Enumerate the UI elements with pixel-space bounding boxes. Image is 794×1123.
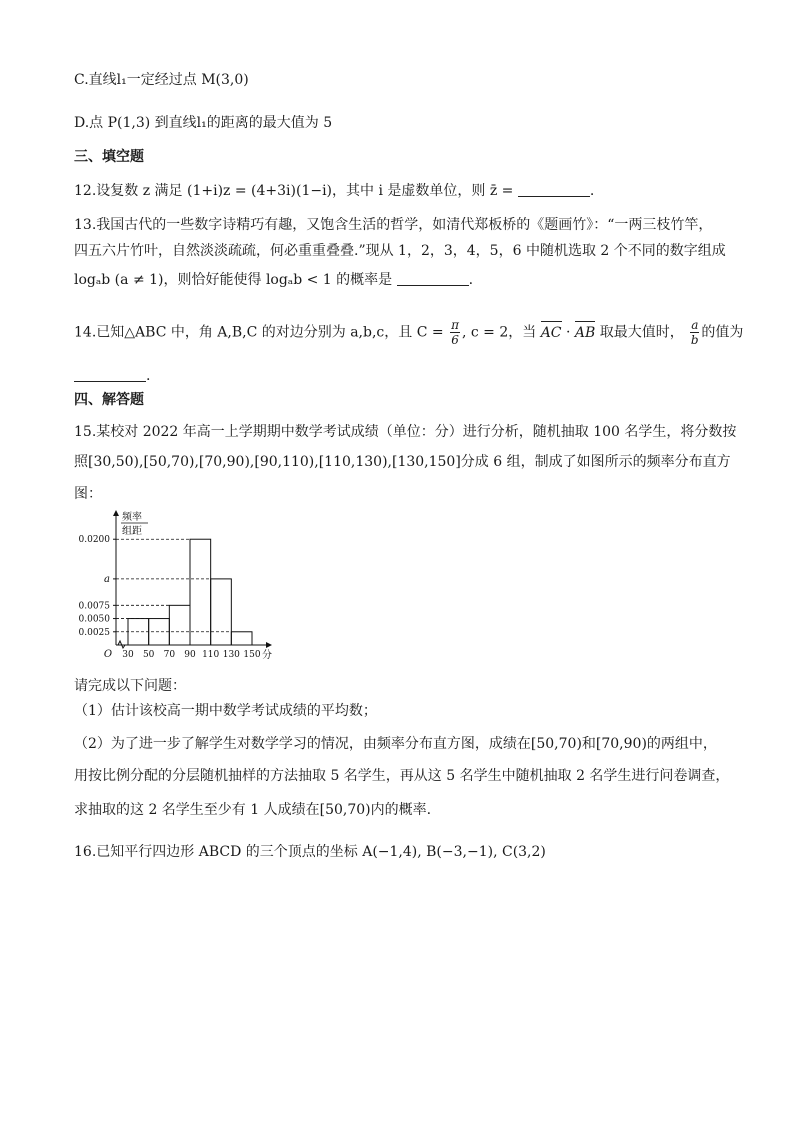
histogram-bar xyxy=(211,579,232,645)
q13-end: . xyxy=(468,272,474,288)
q12 xyxy=(74,181,594,201)
y-tick-label: 0.0025 xyxy=(78,627,110,638)
q11-option-c: C.直线l₁一定经过点 M(3,0) xyxy=(74,72,249,88)
q14-frac2-num: a xyxy=(691,318,699,332)
q14-answer-blank xyxy=(74,367,146,382)
q14 xyxy=(74,318,743,347)
x-tick-label: 130 xyxy=(222,650,240,660)
q15-line1: 15.某校对 2022 年高一上学期期中数学考试成绩（单位：分）进行分析，随机抽取 100 名学生，将分数按 xyxy=(74,424,737,440)
q14-frac-num: π xyxy=(451,318,459,332)
q13-line3 xyxy=(74,270,473,290)
origin-label: O xyxy=(103,649,113,660)
q13-line1: 13.我国古代的一些数字诗精巧有趣，又饱含生活的哲学，如清代郑板桥的《题画竹》：“一两三枝竹竿， xyxy=(74,217,713,233)
q14-angle-fraction xyxy=(450,318,460,347)
x-axis-arrow xyxy=(266,642,272,648)
y-tick-label: 0.0200 xyxy=(78,535,110,546)
histogram-bar xyxy=(169,605,190,645)
q12-text: 12.设复数 z 满足 (1+i)z = (4+3i)(1−i)，其中 i 是虚数单位，则 z̄ = xyxy=(74,183,514,199)
section-fill-blank: 三、填空题 xyxy=(74,149,144,165)
x-tick-label: 50 xyxy=(142,650,155,660)
x-tick-label: 110 xyxy=(202,650,220,660)
q13-line3-text: logₐb (a ≠ 1)，则恰好能使得 logₐb < 1 的概率是 xyxy=(74,272,393,288)
x-axis-label: 分 xyxy=(262,650,272,661)
q15-line2: 照[30,50),[50,70),[70,90),[90,110),[110,130),[130,150]分成 6 组，制成了如图所示的频率分布直方 xyxy=(74,454,731,470)
q14-answer-line xyxy=(74,366,150,386)
q11-option-d: D.点 P(1,3) 到直线l₁的距离的最大值为 5 xyxy=(74,115,333,131)
y-tick-label: 0.0050 xyxy=(78,614,110,625)
histogram-bar xyxy=(190,539,211,645)
q15-part2-line3: 求抽取的这 2 名学生至少有 1 人成绩在[50,70)内的概率. xyxy=(74,802,432,818)
q14-text-b: , c = 2，当 xyxy=(461,324,537,341)
q14-text-d: 的值为 xyxy=(701,324,744,341)
y-axis-label-numerator: 频率 xyxy=(122,512,142,523)
y-axis-label-denominator: 组距 xyxy=(122,526,142,537)
x-tick-label: 150 xyxy=(243,650,261,660)
x-tick-label: 90 xyxy=(184,650,196,660)
q16: 16.已知平行四边形 ABCD 的三个顶点的坐标 A(−1,4), B(−3,−1), C(3,2) xyxy=(74,844,546,860)
q14-vector-ab: AB xyxy=(574,324,596,341)
q14-text-c: 取最大值时， xyxy=(599,324,684,341)
q13-answer-blank xyxy=(397,271,469,286)
section-solve: 四、解答题 xyxy=(74,392,144,408)
q14-end: . xyxy=(146,368,151,384)
q15-part2-line1: （2）为了进一步了解学生对数学学习的情况，由频率分布直方图，成绩在[50,70)和[70,90)的两组中， xyxy=(74,736,717,752)
q14-ratio-fraction xyxy=(690,318,699,347)
q15-prompt: 请完成以下问题： xyxy=(74,678,186,694)
y-tick-label: 0.0075 xyxy=(78,601,110,612)
q12-end: . xyxy=(589,183,595,199)
q14-dot: · xyxy=(561,324,575,341)
q14-vector-ac: AC xyxy=(540,324,562,341)
q15-part2-line2: 用按比例分配的分层随机抽样的方法抽取 5 名学生，再从这 5 名学生中随机抽取 2 名学生进行问卷调查， xyxy=(74,768,730,784)
x-tick-label: 30 xyxy=(122,650,134,660)
q15-part1: （1）估计该校高一期中数学考试成绩的平均数； xyxy=(74,703,377,719)
q15-line3: 图： xyxy=(74,486,102,502)
histogram-bar xyxy=(231,632,252,645)
frequency-histogram xyxy=(66,508,276,668)
q14-frac2-den: b xyxy=(690,333,699,347)
q12-answer-blank xyxy=(518,182,590,197)
y-axis-arrow xyxy=(113,510,119,516)
y-tick-label: a xyxy=(104,573,110,585)
q13-line2: 四五六片竹叶，自然淡淡疏疏，何必重重叠叠.”现从 1，2，3，4，5，6 中随机选取 2 个不同的数字组成 xyxy=(74,243,726,259)
q14-frac-den: 6 xyxy=(451,333,459,347)
x-tick-label: 70 xyxy=(163,650,176,660)
q14-text-a: 14.已知△ABC 中，角 A,B,C 的对边分别为 a,b,c，且 C = xyxy=(74,324,444,341)
